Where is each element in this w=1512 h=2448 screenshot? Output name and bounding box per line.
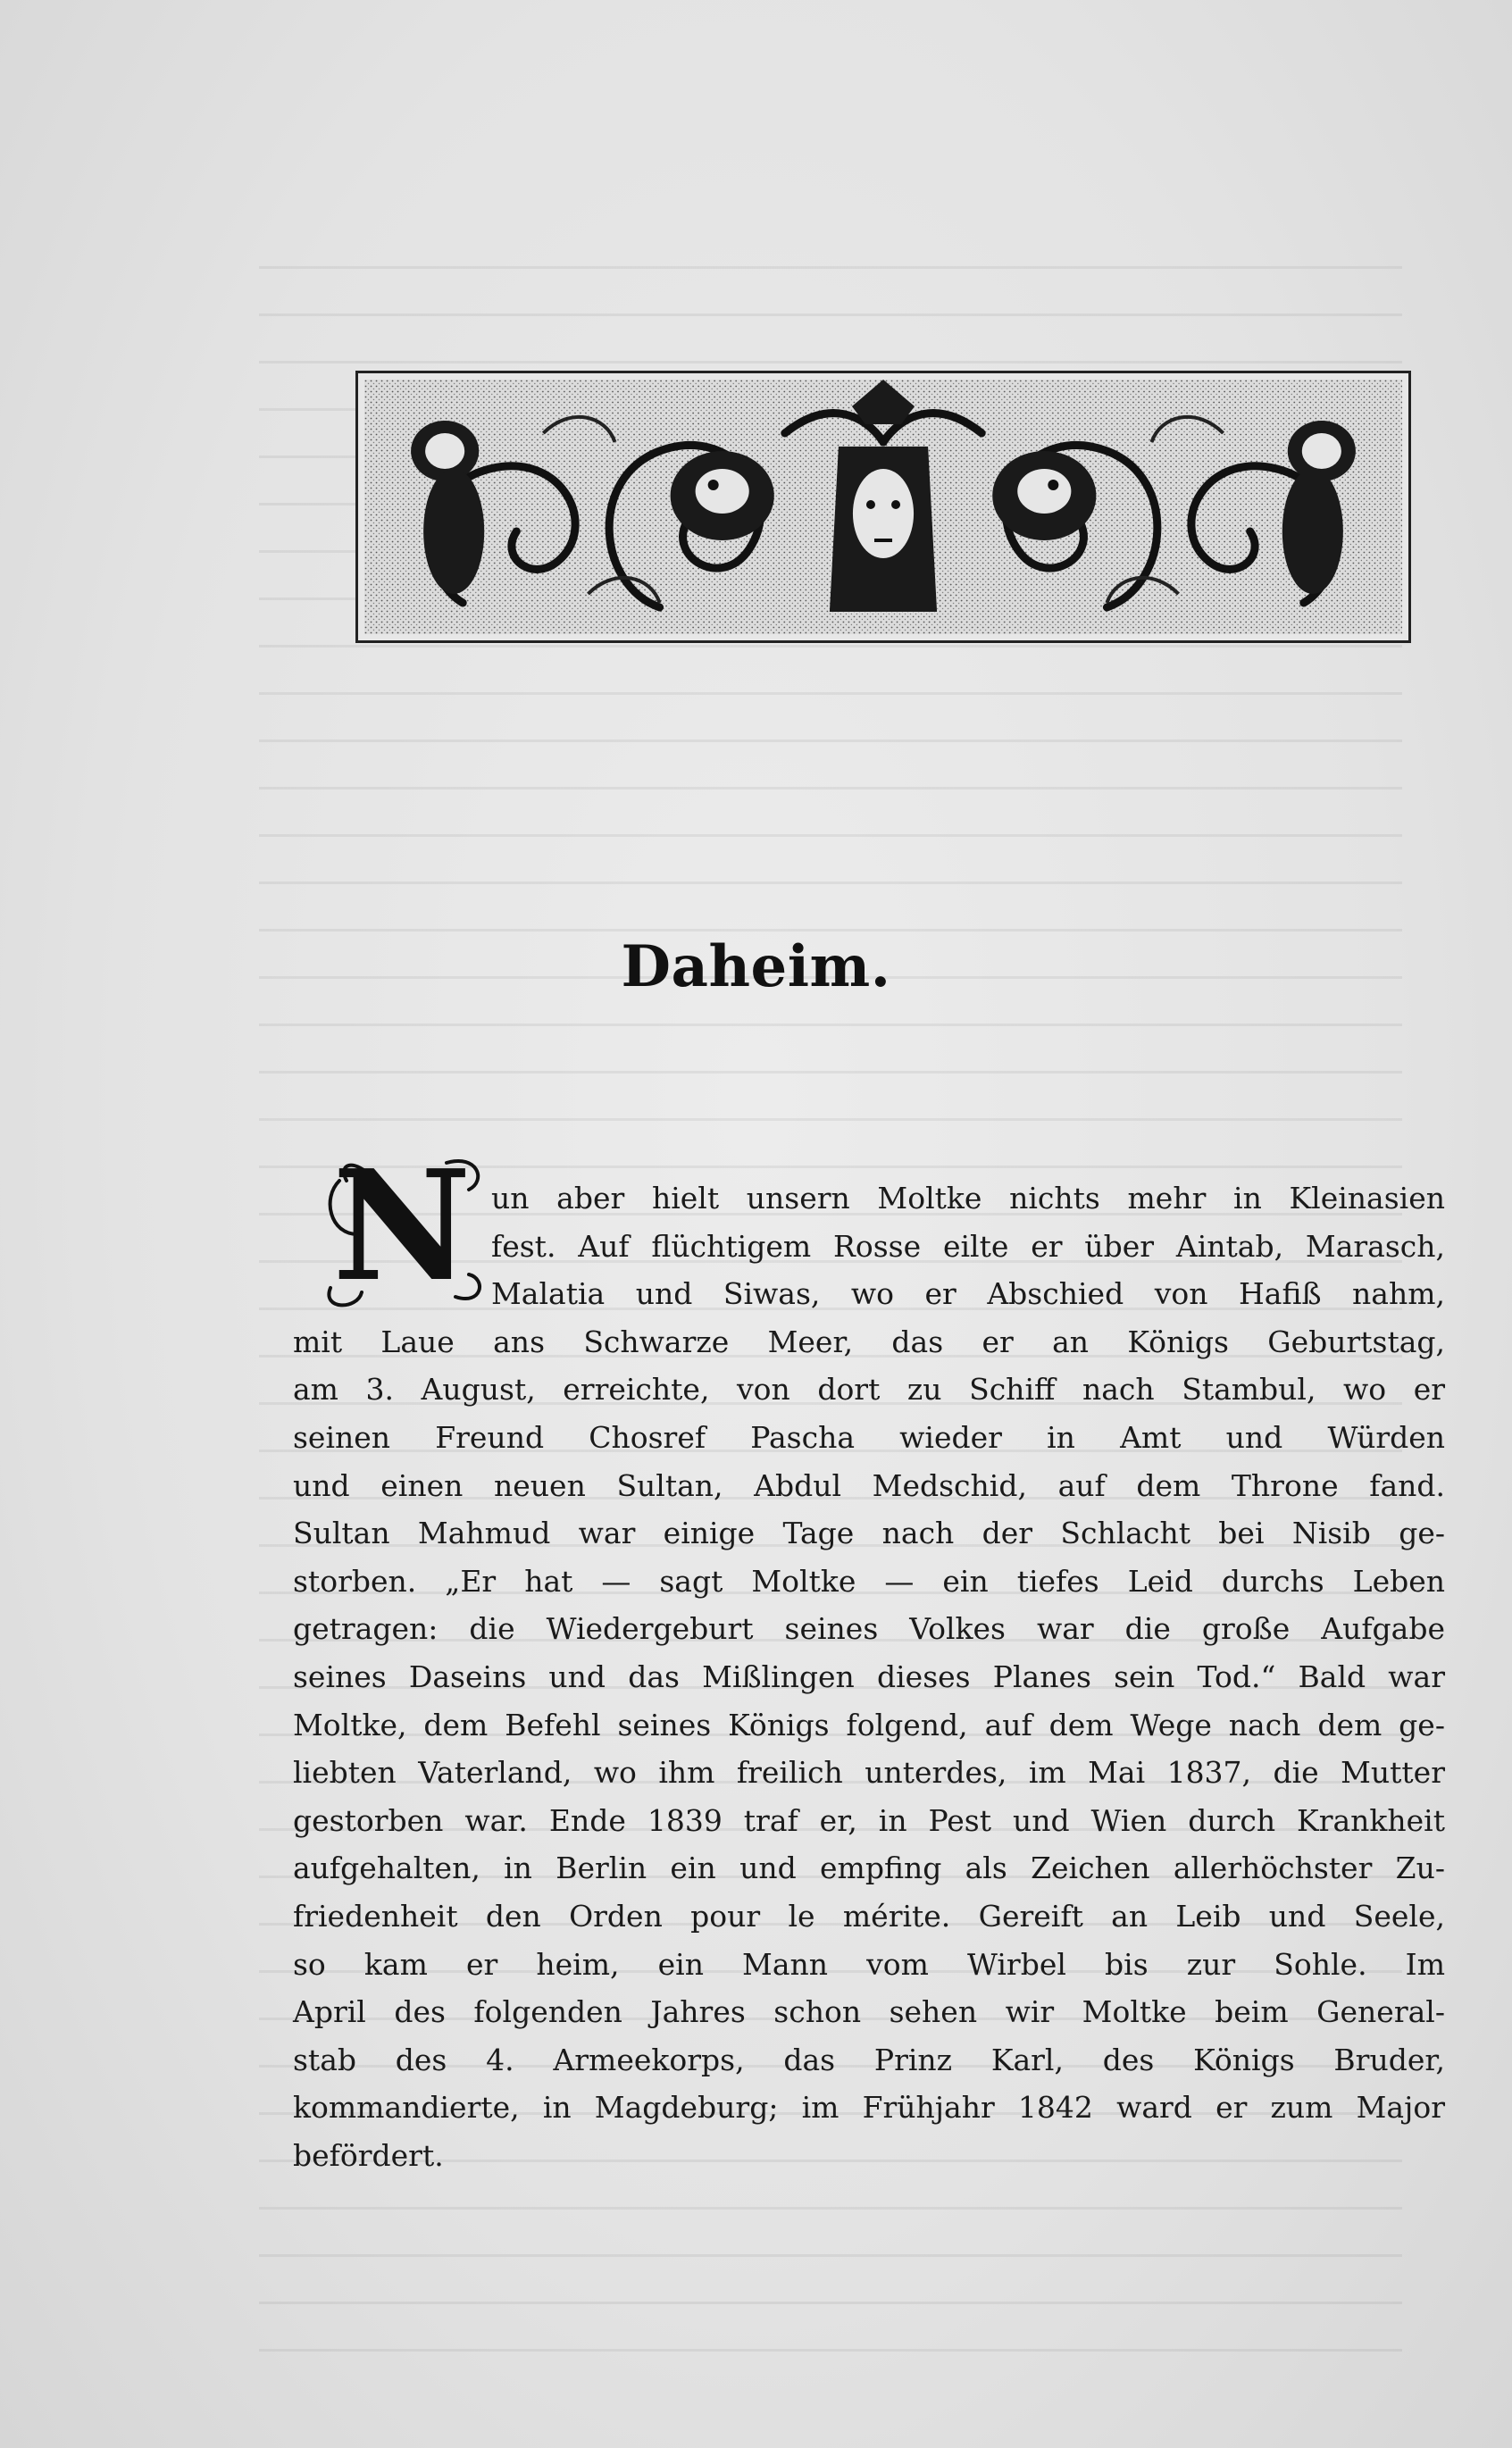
text-line: befördert.: [293, 2137, 444, 2173]
text-line: mit Laue ans Schwarze Meer, das er an Königs Geburtstag,: [293, 1324, 1445, 1359]
text-line: am 3. August, erreichte, von dort zu Schiff nach Stambul, wo er: [293, 1372, 1445, 1408]
body-text: [293, 1174, 1445, 2179]
text-line: aufgehalten, in Berlin ein und empfing als Zeichen allerhöchster Zu-: [293, 1851, 1445, 1886]
text-line: Moltke, dem Befehl seines Königs folgend, auf dem Wege nach dem ge-: [293, 1707, 1445, 1742]
text-line: gestorben war. Ende 1839 traf er, in Pest und Wien durch Krankheit: [293, 1802, 1445, 1838]
drop-cap-letter: N: [332, 1145, 472, 1315]
text-line: April des folgenden Jahres schon sehen wir Moltke beim General-: [293, 1994, 1445, 2030]
text-line: Malatia und Siwas, wo er Abschied von Hafiß nahm,: [491, 1276, 1445, 1312]
chapter-title: Daheim.: [621, 933, 891, 1000]
text-line: und einen neuen Sultan, Abdul Medschid, auf dem Throne fand.: [293, 1467, 1445, 1503]
text-line: seinen Freund Chosref Pascha wieder in Amt und Würden: [293, 1419, 1445, 1455]
text-line: friedenheit den Orden pour le mérite. Gereift an Leib und Seele,: [293, 1898, 1445, 1934]
text-line: stab des 4. Armeekorps, das Prinz Karl, des Königs Bruder,: [293, 2042, 1445, 2077]
text-line: fest. Auf flüchtigem Rosse eilte er über Aintab, Marasch,: [491, 1228, 1445, 1264]
text-line: un aber hielt unsern Moltke nichts mehr in Kleinasien: [491, 1181, 1445, 1216]
text-line: liebten Vaterland, wo ihm freilich unterdes, im Mai 1837, die Mutter: [293, 1755, 1445, 1791]
text-line: so kam er heim, ein Mann vom Wirbel bis zur Sohle. Im: [293, 1946, 1445, 1982]
text-line: storben. „Er hat — sagt Moltke — ein tiefes Leid durchs Leben: [293, 1563, 1445, 1599]
ornamental-header-vignette: [355, 371, 1411, 643]
text-line: kommandierte, in Magdeburg; im Frühjahr 1842 ward er zum Major: [293, 2090, 1445, 2126]
text-line: seines Daseins und das Mißlingen dieses Planes sein Tod.“ Bald war: [293, 1658, 1445, 1694]
text-line: getragen: die Wiedergeburt seines Volkes war die große Aufgabe: [293, 1611, 1445, 1647]
text-line: Sultan Mahmud war einige Tage nach der Schlacht bei Nisib ge-: [293, 1516, 1445, 1551]
